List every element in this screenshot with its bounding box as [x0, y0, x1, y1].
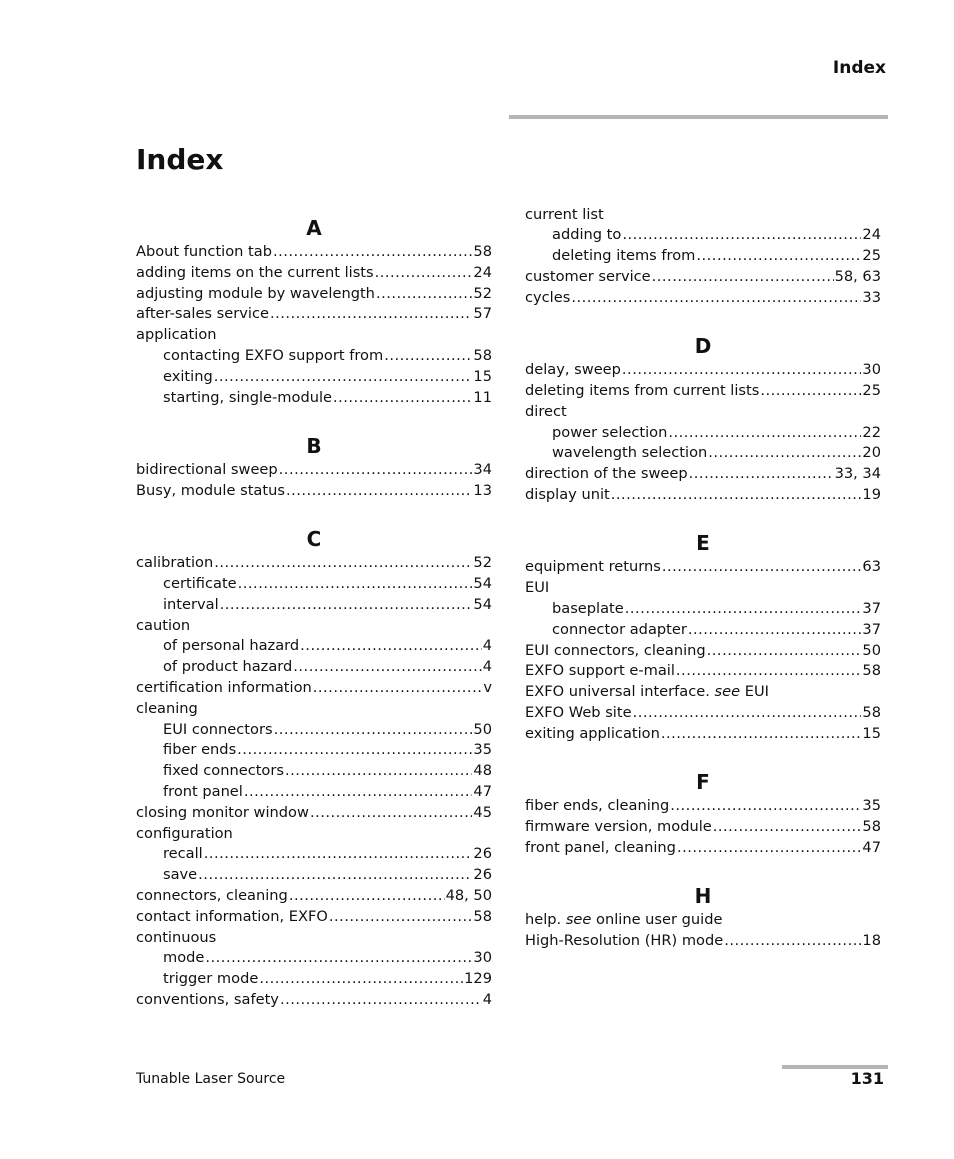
page-reference[interactable]: 22: [862, 423, 881, 441]
page-reference[interactable]: 52: [473, 554, 492, 572]
entry-term: contacting EXFO support from: [163, 346, 384, 364]
see-reference-target[interactable]: online user guide: [596, 911, 723, 929]
page-reference[interactable]: 37: [862, 599, 881, 617]
see-reference-label: see: [714, 683, 741, 701]
index-subentry: [525, 443, 881, 464]
dot-leader: [622, 225, 861, 246]
entry-term: EXFO support e-mail: [525, 662, 675, 680]
index-subentry: [136, 761, 492, 782]
index-entry: [525, 796, 881, 817]
dot-leader: [289, 886, 445, 907]
index-letter-heading: D: [694, 334, 712, 359]
index-subentry: [525, 620, 881, 641]
dot-leader: [333, 388, 472, 409]
index-entry: [525, 267, 881, 288]
index-entry: [525, 578, 881, 599]
dot-leader: [198, 865, 472, 886]
dot-leader: [285, 761, 472, 782]
entry-term: application: [136, 326, 217, 344]
index-entry: [525, 682, 881, 703]
index-subentry: [525, 246, 881, 267]
entry-term: contact information, EXFO: [136, 907, 328, 925]
page-number: 131: [850, 1069, 884, 1088]
entry-term: power selection: [552, 423, 668, 441]
index-entry: [525, 931, 881, 952]
page-reference[interactable]: 34: [473, 460, 492, 478]
page-reference[interactable]: 37: [862, 620, 881, 638]
page-reference[interactable]: 58: [862, 703, 881, 721]
index-subentry: [136, 367, 492, 388]
entry-term: of personal hazard: [163, 637, 300, 655]
entry-term: customer service: [525, 267, 651, 285]
dot-leader: [376, 284, 472, 305]
index-subentry: [136, 720, 492, 741]
dot-leader: [375, 263, 473, 284]
dot-leader: [214, 367, 473, 388]
dot-leader: [689, 464, 834, 485]
index-entry: [525, 724, 881, 745]
index-subentry: [136, 574, 492, 595]
page-reference[interactable]: 19: [862, 485, 881, 503]
footer-doc-title: Tunable Laser Source: [136, 1071, 286, 1087]
index-entry: [525, 838, 881, 859]
index-entry: [525, 817, 881, 838]
dot-leader: [713, 817, 862, 838]
entry-term: fixed connectors: [163, 762, 284, 780]
dot-leader: [286, 481, 472, 502]
entry-term: equipment returns: [525, 558, 661, 576]
index-entry: [525, 402, 881, 423]
entry-term: EUI connectors: [163, 720, 273, 738]
entry-term: deleting items from current lists: [525, 381, 760, 399]
page-reference[interactable]: 4: [482, 637, 492, 655]
index-entry: [136, 678, 492, 699]
index-subentry: [525, 225, 881, 246]
page-reference[interactable]: 15: [473, 367, 492, 385]
entry-term: adjusting module by wavelength: [136, 284, 375, 302]
page-reference[interactable]: 11: [473, 388, 492, 406]
entry-term: baseplate: [552, 599, 624, 617]
entry-term: certificate: [163, 574, 237, 592]
index-subentry: [525, 599, 881, 620]
page-reference[interactable]: 45: [473, 803, 492, 821]
dot-leader: [677, 838, 861, 859]
index-subentry: [136, 388, 492, 409]
dot-leader: [280, 990, 482, 1011]
page-reference[interactable]: 18: [862, 931, 881, 949]
index-subentry: [136, 844, 492, 865]
entry-term: cleaning: [136, 699, 198, 717]
dot-leader: [310, 803, 472, 824]
page-reference[interactable]: 20: [862, 444, 881, 462]
entry-term: About function tab: [136, 243, 272, 260]
index-letter-heading: C: [306, 527, 322, 552]
page-reference[interactable]: 57: [473, 305, 492, 323]
dot-leader: [670, 796, 861, 817]
page-reference[interactable]: 35: [473, 741, 492, 759]
page-reference[interactable]: 129: [464, 970, 492, 988]
entry-term: fiber ends, cleaning: [525, 797, 670, 815]
index-entry: [525, 485, 881, 506]
dot-leader: [270, 304, 472, 325]
dot-leader: [707, 641, 862, 662]
dot-leader: [279, 460, 473, 481]
entry-term: EXFO universal interface.: [525, 683, 710, 701]
index-entry: [136, 263, 492, 284]
entry-term: display unit: [525, 485, 610, 503]
page-reference[interactable]: 58: [473, 907, 492, 925]
index-entry: [525, 557, 881, 578]
index-entry: [136, 325, 492, 346]
index-subentry: [136, 595, 492, 616]
page-reference[interactable]: 52: [473, 284, 492, 302]
header-rule: [509, 115, 888, 119]
index-entry: [136, 616, 492, 637]
see-reference-label: see: [565, 911, 592, 929]
dot-leader: [724, 931, 861, 952]
entry-term: conventions, safety: [136, 990, 279, 1008]
entry-term: adding to: [552, 226, 622, 244]
page-reference[interactable]: 48: [473, 762, 492, 780]
page-reference[interactable]: 54: [473, 595, 492, 613]
index-entry: [136, 907, 492, 928]
index-entry: [525, 661, 881, 682]
entry-term: delay, sweep: [525, 361, 621, 379]
index-entry: [136, 460, 492, 481]
dot-leader: [244, 782, 473, 803]
page-reference[interactable]: v: [483, 678, 492, 696]
page-reference[interactable]: 58, 63: [834, 267, 881, 285]
page-reference[interactable]: 50: [473, 720, 492, 738]
index-entry: [525, 360, 881, 381]
page-reference[interactable]: 48, 50: [445, 886, 492, 904]
index-subentry: [136, 865, 492, 886]
entry-term: caution: [136, 616, 191, 634]
dot-leader: [329, 907, 473, 928]
dot-leader: [220, 595, 473, 616]
dot-leader: [205, 948, 472, 969]
dot-leader: [625, 599, 862, 620]
index-entry: [525, 641, 881, 662]
dot-leader: [274, 720, 473, 741]
page-reference[interactable]: 13: [473, 481, 492, 499]
index-entry: [136, 699, 492, 720]
index-subentry: [136, 948, 492, 969]
entry-term: mode: [163, 949, 205, 967]
page-reference[interactable]: 26: [473, 866, 492, 884]
index-entry: [136, 928, 492, 949]
index-entry: [136, 990, 492, 1011]
dot-leader: [259, 969, 463, 990]
entry-term: bidirectional sweep: [136, 460, 278, 478]
index-entry: [525, 381, 881, 402]
entry-term: High-Resolution (HR) mode: [525, 931, 724, 949]
entry-term: help.: [525, 911, 562, 929]
page-reference[interactable]: 4: [482, 658, 492, 676]
entry-term: adding items on the current lists: [136, 263, 374, 281]
dot-leader: [696, 246, 861, 267]
dot-leader: [760, 381, 861, 402]
entry-term: recall: [163, 845, 203, 863]
index-subentry: [136, 346, 492, 367]
dot-leader: [273, 242, 472, 263]
dot-leader: [204, 844, 473, 865]
index-subentry: [525, 423, 881, 444]
dot-leader: [661, 724, 862, 745]
entry-term: current list: [525, 205, 604, 223]
index-subentry: [136, 740, 492, 761]
dot-leader: [571, 288, 861, 309]
entry-term: cycles: [525, 288, 571, 306]
dot-leader: [238, 574, 473, 595]
entry-term: continuous: [136, 928, 217, 946]
index-column-right: [525, 205, 881, 952]
page-reference[interactable]: 4: [482, 990, 492, 1008]
dot-leader: [708, 443, 861, 464]
entry-term: direction of the sweep: [525, 465, 688, 483]
entry-term: wavelength selection: [552, 444, 708, 462]
dot-leader: [688, 620, 862, 641]
dot-leader: [611, 485, 862, 506]
index-entry: [525, 288, 881, 309]
index-letter-heading: H: [694, 884, 712, 909]
page-reference[interactable]: 30: [862, 361, 881, 379]
index-entry: [136, 284, 492, 305]
page-reference[interactable]: 33, 34: [834, 465, 881, 483]
entry-term: fiber ends: [163, 741, 237, 759]
index-entry: [136, 304, 492, 325]
page-reference[interactable]: 58: [473, 243, 492, 260]
entry-term: firmware version, module: [525, 817, 712, 835]
entry-term: trigger mode: [163, 970, 259, 988]
index-letter-heading: A: [306, 216, 322, 240]
entry-term: starting, single-module: [163, 388, 332, 406]
page-reference[interactable]: 58: [473, 346, 492, 364]
index-entry: [136, 553, 492, 574]
page-reference[interactable]: 26: [473, 845, 492, 863]
entry-term: connector adapter: [552, 620, 687, 638]
entry-term: front panel: [163, 782, 243, 800]
page-reference[interactable]: 15: [862, 724, 881, 742]
dot-leader: [652, 267, 834, 288]
index-entry: [136, 803, 492, 824]
entry-term: save: [163, 866, 198, 884]
index-entry: [525, 910, 881, 931]
page-reference[interactable]: 58: [862, 662, 881, 680]
index-subentry: [136, 636, 492, 657]
page-reference[interactable]: 35: [862, 797, 881, 815]
see-reference-target[interactable]: EUI: [744, 683, 769, 701]
dot-leader: [633, 703, 862, 724]
entry-term: closing monitor window: [136, 803, 309, 821]
entry-term: EUI connectors, cleaning: [525, 641, 706, 659]
page-reference[interactable]: 54: [473, 574, 492, 592]
entry-term: exiting application: [525, 724, 660, 742]
entry-term: after-sales service: [136, 305, 269, 323]
page-reference[interactable]: 30: [473, 949, 492, 967]
page-reference[interactable]: 50: [862, 641, 881, 659]
page-reference[interactable]: 24: [862, 226, 881, 244]
index-entry: [525, 464, 881, 485]
dot-leader: [293, 657, 481, 678]
entry-term: EUI: [525, 579, 550, 597]
entry-term: calibration: [136, 554, 214, 572]
entry-term: of product hazard: [163, 658, 293, 676]
index-letter-heading: B: [306, 433, 322, 458]
dot-leader: [662, 557, 862, 578]
dot-leader: [676, 661, 862, 682]
entry-term: certification information: [136, 678, 312, 696]
entry-term: front panel, cleaning: [525, 838, 676, 856]
entry-term: deleting items from: [552, 247, 696, 265]
index-subentry: [136, 969, 492, 990]
dot-leader: [300, 636, 482, 657]
page-reference[interactable]: 25: [862, 247, 881, 265]
index-entry: [136, 886, 492, 907]
index-entry: [525, 703, 881, 724]
index-letter-heading: E: [696, 531, 710, 556]
dot-leader: [313, 678, 483, 699]
page-reference[interactable]: 33: [862, 288, 881, 306]
entry-term: EXFO Web site: [525, 703, 632, 721]
page-title: Index: [136, 143, 224, 176]
entry-term: direct: [525, 402, 567, 420]
dot-leader: [237, 740, 472, 761]
entry-term: exiting: [163, 367, 213, 385]
index-subentry: [136, 657, 492, 678]
dot-leader: [384, 346, 472, 367]
page-reference[interactable]: 47: [862, 838, 881, 856]
index-entry: [525, 205, 881, 226]
index-entry: [136, 481, 492, 502]
dot-leader: [622, 360, 862, 381]
dot-leader: [668, 423, 861, 444]
entry-term: connectors, cleaning: [136, 886, 288, 904]
entry-term: configuration: [136, 824, 233, 842]
page-reference[interactable]: 47: [473, 782, 492, 800]
page-reference[interactable]: 63: [862, 558, 881, 576]
index-entry: [136, 824, 492, 845]
index-entry: [136, 242, 492, 263]
index-letter-heading: F: [696, 770, 710, 795]
running-header: Index: [832, 58, 886, 78]
page-reference[interactable]: 25: [862, 381, 881, 399]
index-column-left: [136, 190, 492, 1011]
dot-leader: [214, 553, 472, 574]
page-reference[interactable]: 24: [473, 263, 492, 281]
entry-term: interval: [163, 595, 219, 613]
entry-term: Busy, module status: [136, 481, 285, 499]
index-subentry: [136, 782, 492, 803]
page-reference[interactable]: 58: [862, 817, 881, 835]
